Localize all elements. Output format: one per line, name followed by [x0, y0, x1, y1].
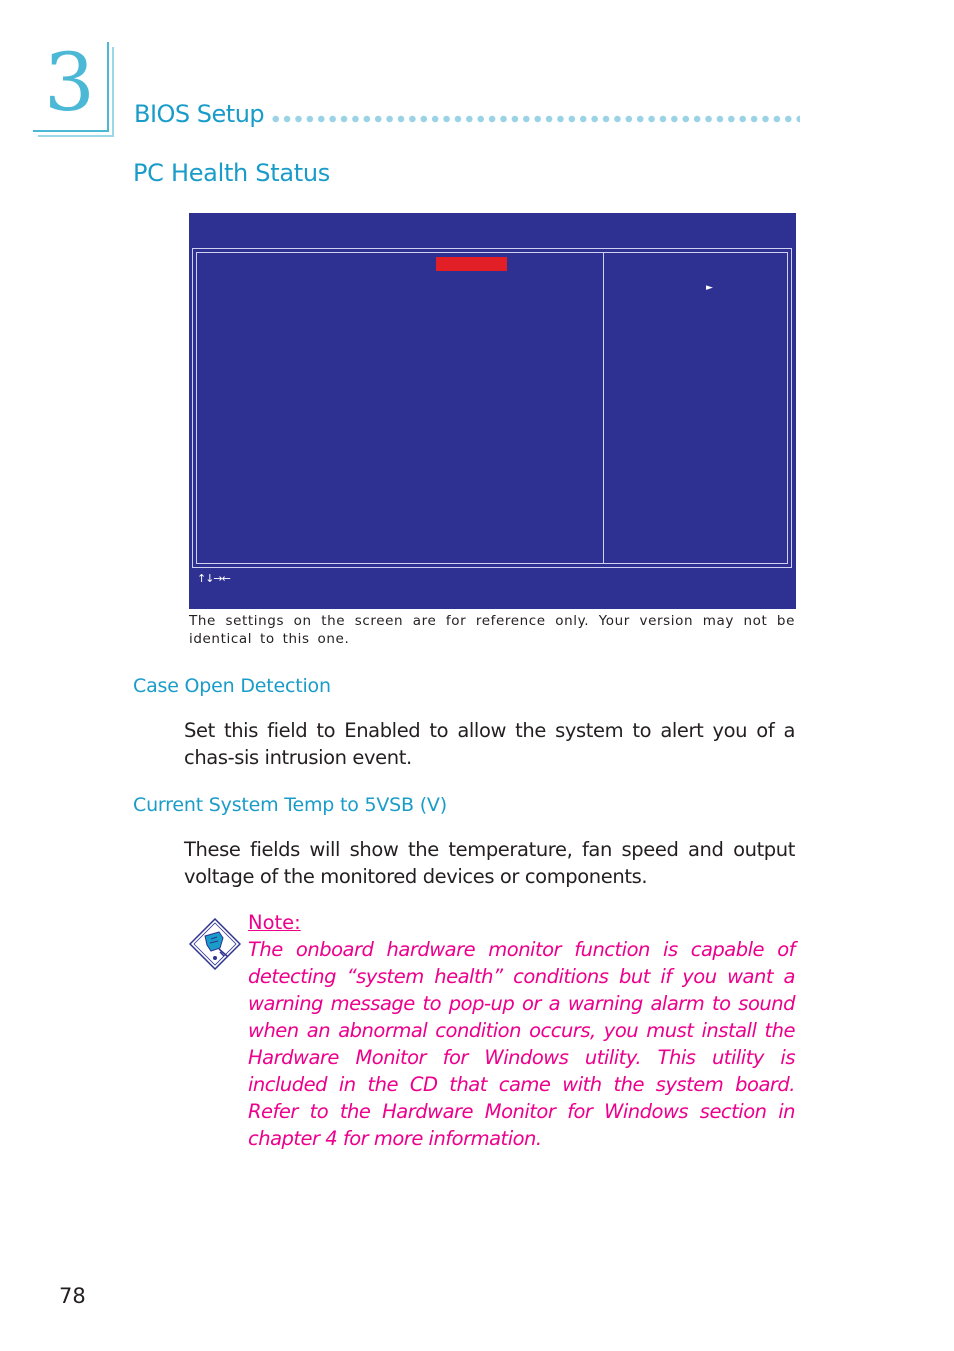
submenu-arrow-icon: ► [706, 283, 713, 293]
chapter-number: 3 [44, 36, 95, 129]
heading-current-system-temp: Current System Temp to 5VSB (V) [133, 794, 447, 816]
screenshot-caption: The settings on the screen are for reference only. Your version may not be identical to this one. [189, 613, 795, 647]
dot-leader [270, 115, 800, 123]
note-icon [189, 918, 241, 970]
page-heading: PC Health Status [133, 159, 330, 187]
heading-case-open-detection: Case Open Detection [133, 675, 331, 697]
bios-divider [603, 252, 604, 564]
note-label: Note: [248, 911, 301, 934]
section-title: BIOS Setup [134, 100, 265, 128]
body-case-open-detection: Set this field to Enabled to allow the system to alert you of a chas-sis intrusion event. [184, 719, 795, 769]
note-text: The onboard hardware monitor function is capable of detecting “system health” conditions but if you want a warning message to pop-up or a warning alarm to sound when an abnormal condition occurs, you must install the Hardware Monitor for Windows utility. This utility is included in the CD that came with the system board. Refer to the Hardware Monitor for Windows section in chapter 4 for more information. [248, 938, 795, 1150]
page-number: 78 [59, 1284, 86, 1308]
bios-nav-keys: ↑↓→← [197, 572, 230, 585]
bios-frame-inner [196, 252, 788, 564]
bios-selected-field [436, 257, 507, 271]
body-current-system-temp: These fields will show the temperature, fan speed and output voltage of the monitored devices or components. [184, 838, 795, 888]
